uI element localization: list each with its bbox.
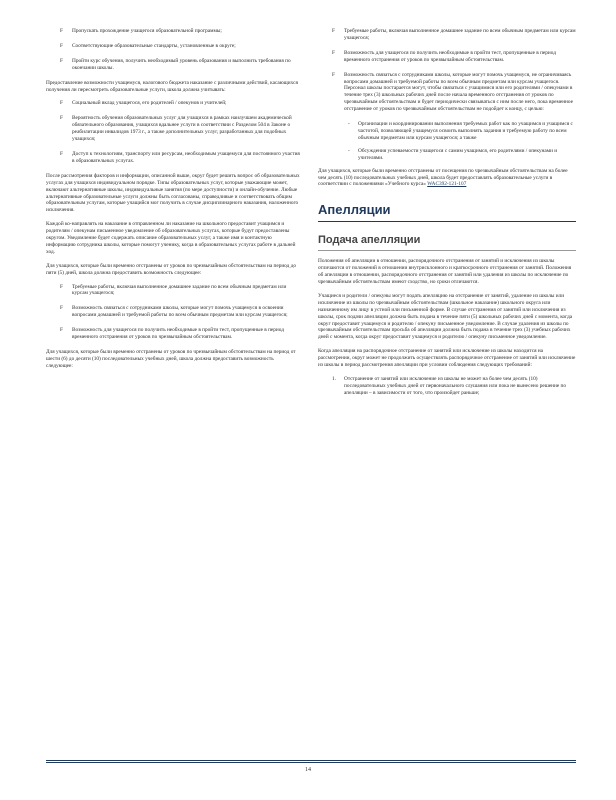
bullet-icon: F	[60, 305, 63, 312]
list-item-text: Возможность для учащегося по получить необходимые в пройти тест, пропущенные в период временного отстранения от уроков по чрезвычайным обстоятельствам.	[344, 49, 556, 63]
list-item	[318, 72, 576, 113]
paragraph: Учащиеся и родители / опекуны могут подать апелляцию на отстранение от занятий, удаление из школы или исключение из школы по чрезвычайным обстоятельствам (школьное наказание) школьного округа или назначенному им лицу в устной или письменной форме. В случае отстранения от занятий или исключения из школы, срок подачи апелляции должна быть подана в течение пяти (5) школьных рабочих дней с момента, когда округ предоставит учащемуся и родителю / опекуну письменное уведомление. В случае удаления из школы по чрезвычайным обстоятельствам просьба об апелляции должна быть подана в течение трех (3) учебных рабочих дней с момента, когда округ предоставит учащемуся и родителю / опекуну письменное уведомление.	[318, 292, 573, 341]
list-item-text: Организации и координировании выполнения требуемых работ как по учащимся и учащимся с частотой, позволяющей учащемуся освоить выполнять задания и требуемую работу по всем обычным предметам или курсам учащегося; а также	[358, 121, 573, 141]
paragraph: Когда апелляция на распорядочное отстранение от занятий или исключение из школы находится на рассмотрении, округ может не продолжить осуществлять распорядочное отстранение от занятий или исключение из школы в период рассмотрения апелляции при условии соблюдения следующих требований:	[318, 348, 576, 369]
number-label: 1.	[332, 376, 336, 382]
paragraph: Предоставление возможности учащемуся, налогового бюджета наказание с различными действий, касающихся получения ли пересмотреть образовательные услуги, школа должна учитывать:	[46, 79, 298, 93]
paragraph: Для учащихся, которые были временно отстранены от уроков по чрезвычайным обстоятельствам на период до пяти (5) дней, школа должна предоставить возможность следующее:	[46, 262, 297, 276]
bullet-icon: F	[60, 42, 63, 49]
list-item	[318, 121, 576, 142]
paragraph: Каждой ко-направлять на наказание в отправленном ли наказание на школьного предоставит учащимся и родителям / опекунам письменное уведомление об образовательных услугах, которые будут предоставлены округом. Уведомление будет содержать описание образовательных услуг, а также имя и контактную информацию сотрудника школы, которые помогут ученику, когда в образовательных услугах работе в дальней ход.	[46, 221, 296, 255]
left-column	[46, 28, 300, 377]
bullet-icon: F	[60, 100, 63, 107]
bullet-icon: F	[332, 71, 335, 78]
bullet-list-top	[46, 28, 300, 72]
list-item-text: Пройти курс обучения, получить необходимый уровень образования и выполнить требования по окончании школы.	[72, 57, 291, 71]
bullet-icon: F	[60, 57, 63, 64]
divider	[318, 221, 576, 222]
list-item-text: Требуемые работы, включая выполненное домашнее задание по всем обычным предметам или курсам учащегося;	[344, 28, 576, 41]
list-item-text: Социальный вклад учащегося, его родителей / опекунов и учителей;	[72, 100, 227, 107]
bullet-icon: F	[60, 28, 63, 34]
list-item-text: Соответствующие образовательные стандарты, установленные в округе;	[72, 42, 236, 49]
right-column	[318, 28, 576, 403]
list-item-text: Пропускать прохождение учащегося образовательной программы;	[72, 28, 222, 34]
numbered-item	[318, 376, 576, 397]
list-item-text: Требуемые работы, включая выполненное домашнее задание по всем обычным предметам или курсам учащегося;	[72, 283, 287, 297]
dash-icon: -	[348, 121, 350, 128]
list-item	[318, 50, 576, 64]
paragraph: После рассмотрения факторов и информации, описанной выше, округ будет решить вопрос об образовательных услугах для учащихся индивидуальном порядке. Типы образовательных услуг, которые уважающие может, включают альтернативные школы, индивидуальные занятия (по мере доступности) и онлайн-обучение. Любые альтернативные образовательные услуги должны быть согласованы, справедливые и соответствовать общим образовательным услугам, которые учащийся мог получить в случае дисциплинарного наказания, наложенного исключения.	[46, 172, 300, 214]
list-item-text: Возможность для учащегося по получить необходимые в пройти тест, пропущенные в период временного отстранения от уроков по чрезвычайным обстоятельствам.	[72, 327, 284, 341]
list-item-text: Возможность связаться с сотрудниками школы, которые могут помочь учащемуся, не ограничиваясь вопросами домашней и требуемой работы по всем обычным предметам или курсам учащегося. Персонал школы постарается могут, чтобы связаться с учащимися или его родителями / опекунами в течение трех (3) школьных рабочих дней после начала временного отстранения от уроков по чрезвычайным обстоятельствам и будет периодически связываться с ним после него, пока временное отстранение от уроков по чрезвычайным обстоятельствам не подойдет к концу, с целью:	[344, 71, 573, 113]
list-item	[318, 148, 576, 162]
bullet-icon: F	[60, 115, 63, 122]
bullet-icon: F	[60, 150, 63, 157]
list-item	[46, 100, 300, 107]
list-item-text: Доступ к технологиям, транспорту или ресурсам, необходимым учащемуся для постоянного участия в образовательных услугах.	[72, 150, 300, 164]
bullet-list-top	[318, 28, 576, 113]
list-item	[46, 43, 300, 50]
list-item	[46, 284, 300, 298]
list-item	[46, 305, 300, 319]
divider	[318, 250, 576, 251]
bullet-icon: F	[60, 327, 63, 334]
footer-rule	[46, 762, 576, 763]
page-number: 14	[305, 767, 311, 773]
list-item	[46, 115, 300, 143]
list-item	[318, 28, 576, 42]
footer-rule	[46, 760, 576, 761]
wac-link[interactable]: WAC392-121-107	[427, 181, 467, 188]
list-item	[46, 58, 300, 72]
paragraph: Положения об апелляции в отношении, распорядочного отстранения от занятий и исключения из школы отличаются от положений в отношении внутрисклонного и краткосрочного отстранения от занятий. Положения об апелляции в отношении, распорядочного отстранения от занятий или удаления из школы по исключение по чрезвычайным обстоятельствам имеют сходство, но сроки отличаются.	[318, 258, 572, 286]
section-heading: Апелляции	[318, 202, 391, 218]
list-item-text: Возможность связаться с сотрудниками школы, которые могут помочь учащемуся в освоении вопросами домашней и требуемой работы по всем обычным предметам или курсам учащегося;	[72, 305, 288, 319]
list-item	[46, 327, 300, 341]
paragraph	[318, 168, 576, 189]
paragraph-text: Для учащихся, которые были временно отстранены от посещения по чрезвычайным обстоятельствам на более чем десять (10) последовательных учебных дней, школа будет предоставлять образовательные услуги в соответствии с положениями «Учебного курса»	[318, 167, 568, 188]
subsection-heading: Подача апелляции	[318, 234, 421, 247]
bullet-list-bottom	[46, 284, 300, 341]
list-item-text: Отстранение от занятий или исключение из школы не может на более чем десять (10) последовательных учебных дней от первоначального слушания или пока не вынесено решение по апелляции – в зависимости от того, что произойдет раньше;	[344, 376, 566, 396]
paragraph: Для учащихся, которые были временно отстранены от уроков по чрезвычайным обстоятельствам на период от шести (6) до десяти (10) последовательных учебных дней, школа должна предоставить возможность следующее:	[46, 349, 296, 369]
list-item	[46, 151, 300, 165]
list-item-text: Вероятность обучения образовательных услуг для учащихся в рамках наилучшем академической обязательного образования, учащихся вдальнее услуги в соответствии с Разделом 504 в Законе о реабилитации инвалидов 1973 г., а также дополнительных услуг, разработанных для подобных учащихся;	[72, 115, 292, 143]
dash-icon: -	[348, 147, 350, 154]
sub-bullet-list	[318, 121, 576, 162]
bullet-icon: F	[332, 49, 335, 56]
bullet-list-mid	[46, 100, 300, 164]
bullet-icon: F	[60, 283, 63, 290]
bullet-icon: F	[332, 28, 335, 34]
list-item	[46, 28, 300, 35]
list-item-text: Обсуждения успеваемости учащегося с самим учащимся, его родителями / опекунами и учителями.	[358, 147, 558, 161]
